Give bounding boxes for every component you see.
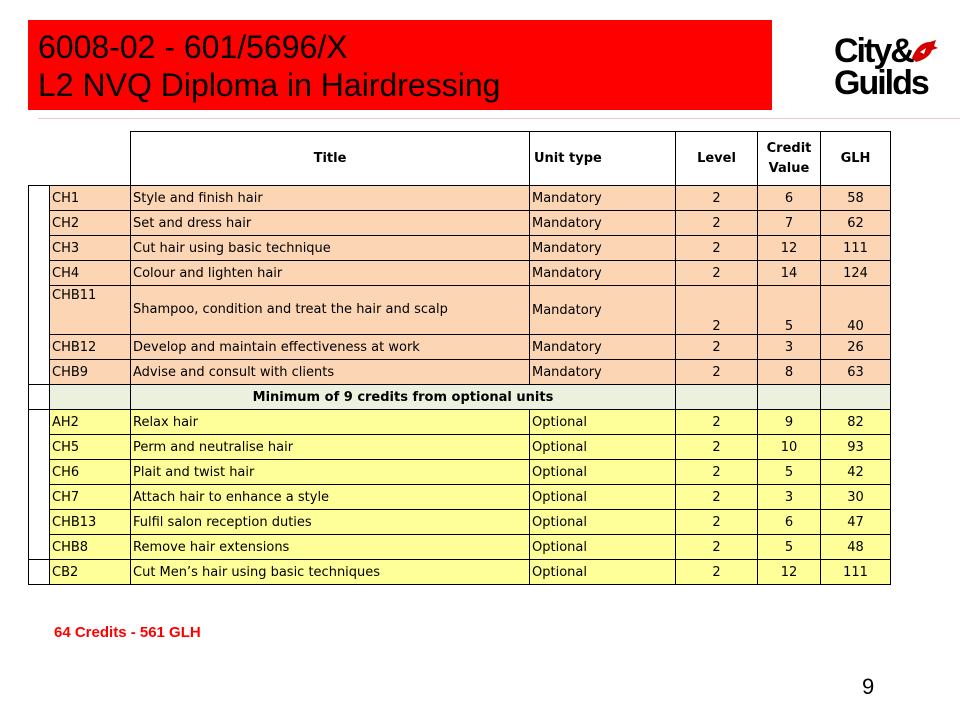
unit-credits: 6 bbox=[758, 510, 821, 535]
table-row bbox=[29, 485, 891, 510]
unit-level: 2 bbox=[676, 236, 758, 261]
unit-level: 2 bbox=[676, 360, 758, 385]
page-number: 9 bbox=[862, 674, 875, 699]
table-row bbox=[29, 186, 891, 211]
unit-glh: 48 bbox=[821, 535, 891, 560]
unit-credits: 5 bbox=[758, 535, 821, 560]
unit-glh: 26 bbox=[821, 335, 891, 360]
unit-type: Mandatory bbox=[530, 236, 676, 261]
unit-title: Plait and twist hair bbox=[131, 460, 530, 485]
unit-title: Remove hair extensions bbox=[131, 535, 530, 560]
unit-glh: 40 bbox=[821, 286, 891, 335]
column-header-level: Level bbox=[676, 132, 758, 186]
unit-level: 2 bbox=[676, 560, 758, 585]
units-table bbox=[28, 131, 891, 585]
separator-code-cell bbox=[50, 385, 131, 410]
unit-type: Optional bbox=[530, 560, 676, 585]
unit-title: Develop and maintain effectiveness at work bbox=[131, 335, 530, 360]
unit-type: Optional bbox=[530, 535, 676, 560]
separator-row bbox=[29, 385, 891, 410]
unit-type: Optional bbox=[530, 510, 676, 535]
table-row bbox=[29, 510, 891, 535]
unit-type: Mandatory bbox=[530, 211, 676, 236]
table-row bbox=[29, 335, 891, 360]
unit-type: Optional bbox=[530, 410, 676, 435]
unit-credits: 5 bbox=[758, 460, 821, 485]
unit-title: Relax hair bbox=[131, 410, 530, 435]
group-marker-optional-last bbox=[29, 560, 50, 585]
dragon-emblem-icon bbox=[910, 38, 940, 64]
unit-level: 2 bbox=[676, 510, 758, 535]
unit-glh: 111 bbox=[821, 236, 891, 261]
unit-credits: 5 bbox=[758, 286, 821, 335]
unit-glh: 62 bbox=[821, 211, 891, 236]
unit-type: Optional bbox=[530, 435, 676, 460]
unit-code: CH7 bbox=[50, 485, 131, 510]
unit-level: 2 bbox=[676, 211, 758, 236]
unit-credits: 6 bbox=[758, 186, 821, 211]
unit-credits: 7 bbox=[758, 211, 821, 236]
unit-type: Mandatory bbox=[530, 360, 676, 385]
unit-glh: 82 bbox=[821, 410, 891, 435]
unit-title: Style and finish hair bbox=[131, 186, 530, 211]
unit-credits: 12 bbox=[758, 236, 821, 261]
column-header-glh: GLH bbox=[821, 132, 891, 186]
unit-code: CHB12 bbox=[50, 335, 131, 360]
unit-level: 2 bbox=[676, 535, 758, 560]
unit-glh: 42 bbox=[821, 460, 891, 485]
unit-credits: 8 bbox=[758, 360, 821, 385]
unit-level: 2 bbox=[676, 460, 758, 485]
unit-code: CH4 bbox=[50, 261, 131, 286]
unit-credits: 12 bbox=[758, 560, 821, 585]
column-header-unit-type: Unit type bbox=[530, 132, 676, 186]
group-marker-mandatory bbox=[29, 186, 50, 385]
unit-code: CH2 bbox=[50, 211, 131, 236]
group-marker-optional bbox=[29, 410, 50, 560]
table-row bbox=[29, 435, 891, 460]
unit-glh: 93 bbox=[821, 435, 891, 460]
unit-type: Mandatory bbox=[530, 286, 676, 335]
unit-title: Cut hair using basic technique bbox=[131, 236, 530, 261]
unit-level: 2 bbox=[676, 335, 758, 360]
unit-glh: 63 bbox=[821, 360, 891, 385]
unit-title: Perm and neutralise hair bbox=[131, 435, 530, 460]
unit-code: CH1 bbox=[50, 186, 131, 211]
unit-code: AH2 bbox=[50, 410, 131, 435]
city-and-guilds-logo bbox=[830, 32, 940, 102]
unit-title: Attach hair to enhance a style bbox=[131, 485, 530, 510]
unit-title: Shampoo, condition and treat the hair and scalp bbox=[131, 286, 530, 335]
table-row bbox=[29, 460, 891, 485]
table-row bbox=[29, 560, 891, 585]
title-line-2: L2 NVQ Diploma in Hairdressing bbox=[38, 67, 501, 103]
table-row bbox=[29, 535, 891, 560]
separator-marker-cell bbox=[29, 385, 50, 410]
column-header-credit-value: Credit Value bbox=[758, 132, 821, 186]
unit-title: Fulfil salon reception duties bbox=[131, 510, 530, 535]
header-row bbox=[29, 132, 891, 186]
unit-code: CHB13 bbox=[50, 510, 131, 535]
separator-credits-cell bbox=[758, 385, 821, 410]
unit-glh: 124 bbox=[821, 261, 891, 286]
logo-text-line-2: Guilds bbox=[834, 64, 928, 102]
unit-glh: 58 bbox=[821, 186, 891, 211]
unit-credits: 9 bbox=[758, 410, 821, 435]
unit-type: Mandatory bbox=[530, 335, 676, 360]
unit-code: CH3 bbox=[50, 236, 131, 261]
unit-type: Mandatory bbox=[530, 261, 676, 286]
unit-glh: 111 bbox=[821, 560, 891, 585]
unit-title: Colour and lighten hair bbox=[131, 261, 530, 286]
unit-type: Mandatory bbox=[530, 186, 676, 211]
unit-title: Advise and consult with clients bbox=[131, 360, 530, 385]
unit-level: 2 bbox=[676, 261, 758, 286]
table-row bbox=[29, 410, 891, 435]
header-code-cell bbox=[50, 132, 131, 186]
optional-units-note: Minimum of 9 credits from optional units bbox=[131, 385, 676, 410]
unit-code: CHB11 bbox=[50, 286, 131, 335]
separator-glh-cell bbox=[821, 385, 891, 410]
unit-type: Optional bbox=[530, 460, 676, 485]
logo-text-line-1: City& bbox=[834, 32, 913, 70]
unit-level: 2 bbox=[676, 485, 758, 510]
unit-level: 2 bbox=[676, 410, 758, 435]
header-divider bbox=[38, 118, 960, 119]
table-row bbox=[29, 211, 891, 236]
header-blank-cell bbox=[29, 132, 50, 186]
unit-code: CH6 bbox=[50, 460, 131, 485]
title-line-1: 6008-02 - 601/5696/X bbox=[38, 29, 348, 65]
table-row bbox=[29, 236, 891, 261]
table-row bbox=[29, 261, 891, 286]
unit-glh: 30 bbox=[821, 485, 891, 510]
unit-code: CB2 bbox=[50, 560, 131, 585]
unit-glh: 47 bbox=[821, 510, 891, 535]
unit-level: 2 bbox=[676, 286, 758, 335]
credits-summary: 64 Credits - 561 GLH bbox=[54, 624, 201, 641]
column-header-title: Title bbox=[131, 132, 530, 186]
unit-credits: 3 bbox=[758, 485, 821, 510]
unit-level: 2 bbox=[676, 186, 758, 211]
table-row bbox=[29, 360, 891, 385]
unit-level: 2 bbox=[676, 435, 758, 460]
table-row bbox=[29, 286, 891, 335]
unit-code: CHB9 bbox=[50, 360, 131, 385]
unit-code: CH5 bbox=[50, 435, 131, 460]
unit-credits: 10 bbox=[758, 435, 821, 460]
unit-credits: 14 bbox=[758, 261, 821, 286]
unit-code: CHB8 bbox=[50, 535, 131, 560]
separator-level-cell bbox=[676, 385, 758, 410]
unit-title: Set and dress hair bbox=[131, 211, 530, 236]
unit-type: Optional bbox=[530, 485, 676, 510]
unit-title: Cut Men’s hair using basic techniques bbox=[131, 560, 530, 585]
unit-credits: 3 bbox=[758, 335, 821, 360]
title-banner bbox=[28, 20, 772, 110]
